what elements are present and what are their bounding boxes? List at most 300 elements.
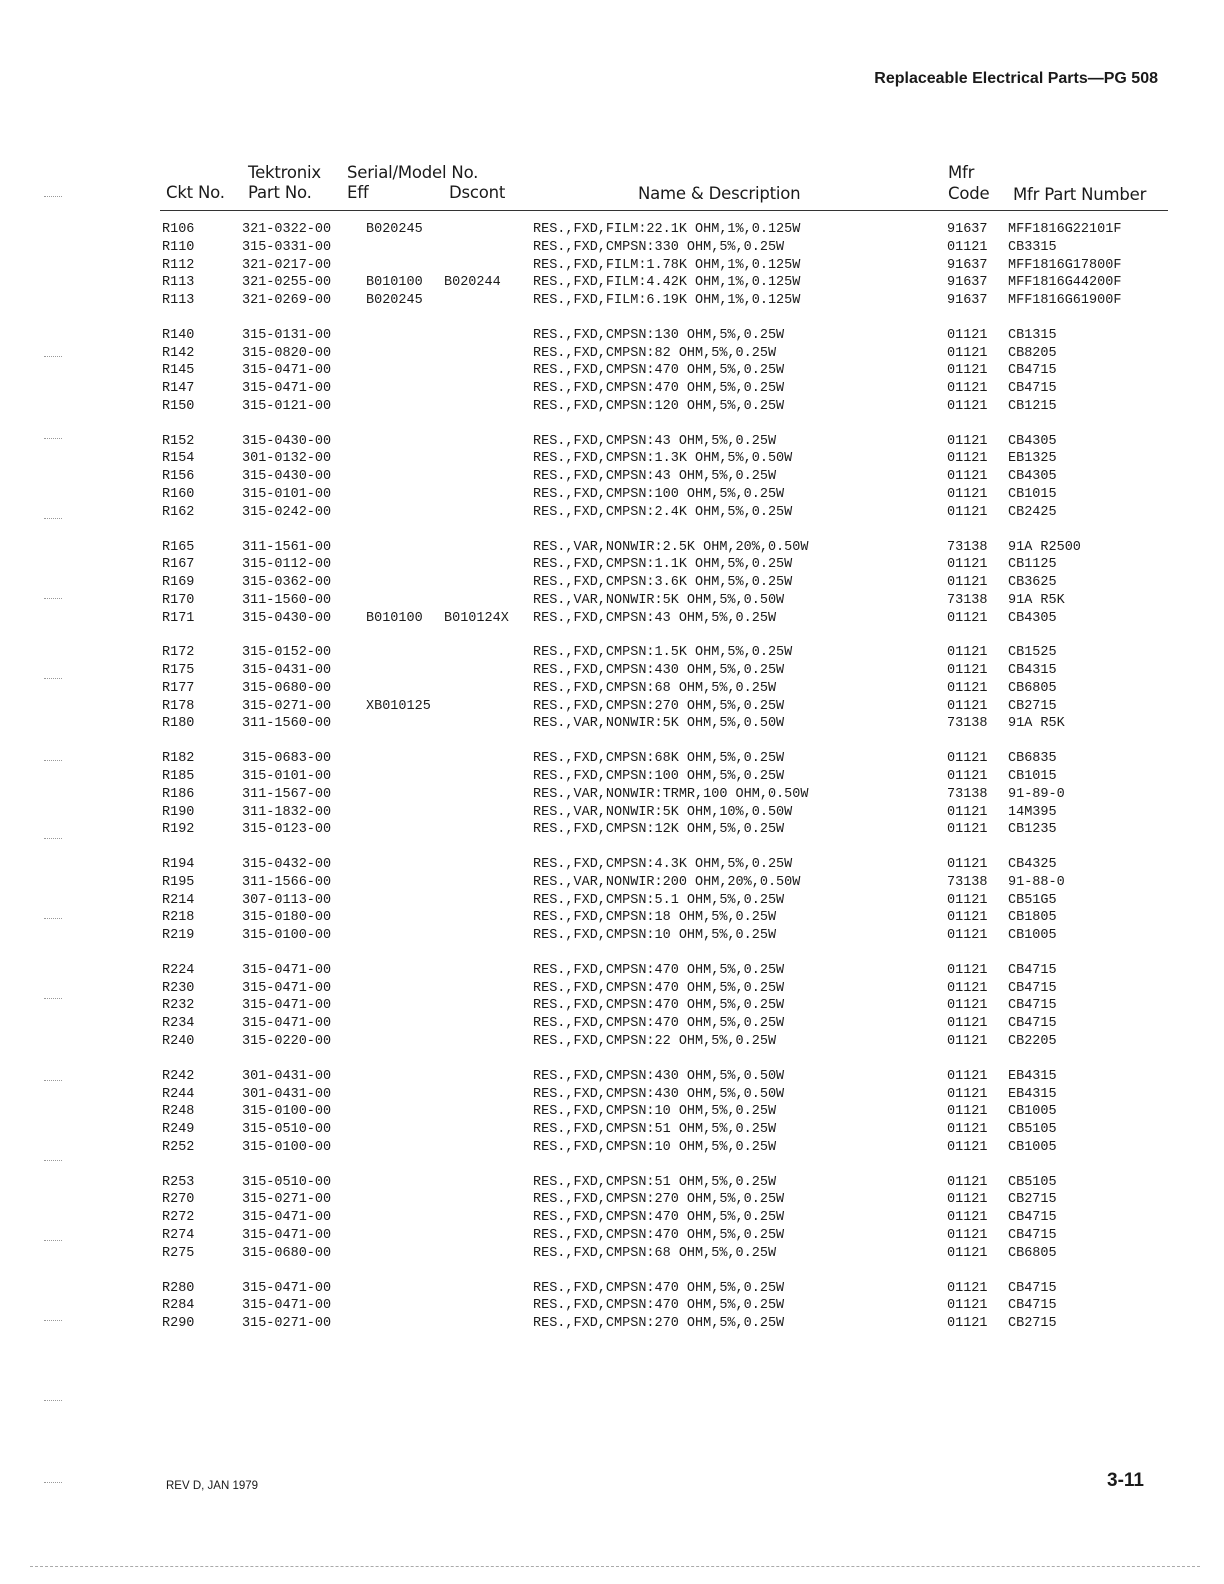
table-row [0, 1280, 1224, 1298]
cell-mfr-code: 91637 [947, 275, 988, 291]
cell-mfr-code: 01121 [947, 398, 988, 414]
cell-name-description: RES.,FXD,CMPSN:470 OHM,5%,0.25W [533, 1280, 785, 1296]
cell-part-no: 311-1560-00 [242, 716, 332, 732]
footer-revision: REV D, JAN 1979 [166, 1480, 259, 1492]
cell-mfr-code: 01121 [947, 1245, 988, 1261]
cell-part-no: 315-0820-00 [242, 345, 332, 361]
cell-part-no: 315-0152-00 [242, 645, 332, 661]
table-row [0, 909, 1224, 927]
cell-ckt-no: R190 [162, 804, 195, 820]
cell-part-no: 315-0101-00 [242, 486, 332, 502]
cell-mfr-code: 01121 [947, 327, 988, 343]
cell-mfr-code: 01121 [947, 751, 988, 767]
table-row [0, 610, 1224, 628]
cell-name-description: RES.,FXD,CMPSN:1.5K OHM,5%,0.25W [533, 645, 793, 661]
cell-serial-dscont: B010124X [444, 610, 509, 626]
cell-mfr-part-number: 91-88-0 [1008, 874, 1065, 890]
cell-ckt-no: R167 [162, 557, 195, 573]
cell-ckt-no: R253 [162, 1174, 195, 1190]
cell-part-no: 311-1561-00 [242, 539, 332, 555]
cell-ckt-no: R169 [162, 575, 195, 591]
table-row [0, 486, 1224, 504]
cell-name-description: RES.,FXD,CMPSN:4.3K OHM,5%,0.25W [533, 857, 793, 873]
cell-part-no: 307-0113-00 [242, 892, 332, 908]
table-row [0, 874, 1224, 892]
cell-mfr-code: 01121 [947, 1139, 988, 1155]
cell-mfr-code: 01121 [947, 433, 988, 449]
table-row [0, 327, 1224, 345]
cell-mfr-part-number: CB2715 [1008, 1316, 1057, 1331]
cell-mfr-code: 01121 [947, 1174, 988, 1190]
cell-ckt-no: R224 [162, 962, 195, 978]
cell-ckt-no: R248 [162, 1104, 195, 1120]
cell-name-description: RES.,FXD,CMPSN:5.1 OHM,5%,0.25W [533, 892, 785, 908]
table-row [0, 221, 1224, 239]
cell-mfr-code: 01121 [947, 857, 988, 873]
cell-ckt-no: R214 [162, 892, 195, 908]
cell-mfr-code: 01121 [947, 1227, 988, 1243]
cell-name-description: RES.,FXD,CMPSN:1.1K OHM,5%,0.25W [533, 557, 793, 573]
cell-mfr-part-number: EB4315 [1008, 1068, 1057, 1084]
cell-ckt-no: R275 [162, 1245, 195, 1261]
cell-name-description: RES.,FXD,FILM:4.42K OHM,1%,0.125W [533, 275, 801, 291]
cell-ckt-no: R244 [162, 1086, 195, 1102]
cell-ckt-no: R154 [162, 451, 195, 467]
table-row [0, 997, 1224, 1015]
cell-mfr-part-number: CB2715 [1008, 1192, 1057, 1208]
cell-ckt-no: R110 [162, 239, 195, 255]
cell-mfr-part-number: CB1005 [1008, 1104, 1057, 1120]
table-row [0, 468, 1224, 486]
cell-part-no: 321-0322-00 [242, 222, 332, 237]
table-row [0, 1086, 1224, 1104]
cell-part-no: 315-0271-00 [242, 1316, 332, 1331]
cell-part-no: 301-0132-00 [242, 451, 332, 467]
cell-serial-eff: XB010125 [366, 698, 431, 714]
cell-mfr-part-number: MFF1816G22101F [1008, 222, 1122, 237]
cell-mfr-code: 01121 [947, 910, 988, 926]
cell-part-no: 315-0471-00 [242, 1210, 332, 1226]
cell-ckt-no: R182 [162, 751, 195, 767]
table-row [0, 1227, 1224, 1245]
cell-mfr-code: 01121 [947, 1316, 988, 1331]
column-header-name-description: Name & Description [638, 184, 801, 203]
cell-mfr-code: 01121 [947, 928, 988, 944]
table-row [0, 662, 1224, 680]
table-row [0, 980, 1224, 998]
cell-ckt-no: R234 [162, 1016, 195, 1032]
cell-mfr-code: 01121 [947, 486, 988, 502]
cell-mfr-part-number: CB4715 [1008, 1016, 1057, 1032]
cell-ckt-no: R218 [162, 910, 195, 926]
margin-mark [44, 598, 62, 599]
cell-mfr-part-number: CB3625 [1008, 575, 1057, 591]
margin-mark [44, 1240, 62, 1241]
cell-ckt-no: R172 [162, 645, 195, 661]
cell-mfr-part-number: CB4715 [1008, 980, 1057, 996]
cell-mfr-part-number: CB5105 [1008, 1174, 1057, 1190]
cell-part-no: 311-1566-00 [242, 874, 332, 890]
table-row [0, 644, 1224, 662]
cell-part-no: 315-0220-00 [242, 1033, 332, 1049]
cell-part-no: 315-0471-00 [242, 1016, 332, 1032]
cell-name-description: RES.,FXD,CMPSN:3.6K OHM,5%,0.25W [533, 575, 793, 591]
cell-name-description: RES.,FXD,CMPSN:330 OHM,5%,0.25W [533, 239, 785, 255]
cell-mfr-part-number: 91-89-0 [1008, 786, 1065, 802]
cell-mfr-code: 01121 [947, 822, 988, 838]
cell-mfr-part-number: CB4315 [1008, 663, 1057, 679]
header-rule [160, 210, 1168, 211]
cell-mfr-part-number: CB4715 [1008, 1210, 1057, 1226]
cell-name-description: RES.,FXD,CMPSN:100 OHM,5%,0.25W [533, 769, 785, 784]
cell-name-description: RES.,FXD,CMPSN:43 OHM,5%,0.25W [533, 433, 777, 449]
cell-part-no: 315-0471-00 [242, 1280, 332, 1296]
table-row [0, 380, 1224, 398]
table-row [0, 362, 1224, 380]
table-row [0, 1068, 1224, 1086]
cell-part-no: 311-1832-00 [242, 804, 332, 820]
cell-name-description: RES.,FXD,CMPSN:43 OHM,5%,0.25W [533, 469, 777, 485]
cell-mfr-part-number: CB4715 [1008, 363, 1057, 379]
cell-part-no: 315-0680-00 [242, 1245, 332, 1261]
cell-mfr-part-number: CB1805 [1008, 910, 1057, 926]
cell-ckt-no: R150 [162, 398, 195, 414]
cell-mfr-code: 01121 [947, 469, 988, 485]
cell-name-description: RES.,FXD,CMPSN:22 OHM,5%,0.25W [533, 1033, 777, 1049]
cell-mfr-code: 01121 [947, 451, 988, 467]
cell-part-no: 315-0471-00 [242, 381, 332, 397]
cell-ckt-no: R290 [162, 1316, 195, 1331]
cell-mfr-code: 01121 [947, 1016, 988, 1032]
table-row [0, 239, 1224, 257]
column-header-eff: Eff [347, 183, 369, 202]
cell-mfr-part-number: EB1325 [1008, 451, 1057, 467]
cell-ckt-no: R284 [162, 1298, 195, 1314]
table-row [0, 398, 1224, 416]
cell-ckt-no: R175 [162, 663, 195, 679]
cell-mfr-code: 01121 [947, 998, 988, 1014]
table-row [0, 1174, 1224, 1192]
margin-mark [44, 438, 62, 439]
cell-mfr-part-number: CB2425 [1008, 504, 1057, 520]
column-header-dscont: Dscont [449, 183, 506, 202]
cell-name-description: RES.,FXD,CMPSN:470 OHM,5%,0.25W [533, 998, 785, 1014]
table-row [0, 768, 1224, 786]
cell-name-description: RES.,VAR,NONWIR:200 OHM,20%,0.50W [533, 874, 801, 890]
column-header-tektronix: Tektronix [248, 163, 321, 182]
cell-mfr-code: 01121 [947, 1122, 988, 1138]
cell-mfr-part-number: CB1215 [1008, 398, 1057, 414]
cell-mfr-part-number: 91A R2500 [1008, 539, 1081, 555]
cell-part-no: 315-0101-00 [242, 769, 332, 784]
cell-name-description: RES.,FXD,CMPSN:270 OHM,5%,0.25W [533, 698, 785, 714]
cell-mfr-code: 91637 [947, 222, 988, 237]
cell-serial-eff: B010100 [366, 275, 423, 291]
cell-mfr-part-number: CB4715 [1008, 1227, 1057, 1243]
cell-mfr-part-number: CB8205 [1008, 345, 1057, 361]
table-row [0, 1245, 1224, 1263]
cell-part-no: 315-0180-00 [242, 910, 332, 926]
cell-mfr-code: 73138 [947, 874, 988, 890]
cell-mfr-code: 01121 [947, 980, 988, 996]
cell-mfr-part-number: CB1005 [1008, 1139, 1057, 1155]
cell-mfr-part-number: CB6805 [1008, 680, 1057, 696]
cell-mfr-code: 01121 [947, 610, 988, 626]
cell-mfr-part-number: CB6805 [1008, 1245, 1057, 1261]
cell-mfr-code: 01121 [947, 680, 988, 696]
cell-ckt-no: R232 [162, 998, 195, 1014]
cell-part-no: 315-0331-00 [242, 239, 332, 255]
cell-part-no: 315-0432-00 [242, 857, 332, 873]
cell-part-no: 315-0123-00 [242, 822, 332, 838]
cell-ckt-no: R147 [162, 381, 195, 397]
margin-mark [44, 1080, 62, 1081]
cell-ckt-no: R113 [162, 293, 195, 308]
table-row [0, 1209, 1224, 1227]
table-row [0, 1015, 1224, 1033]
cell-name-description: RES.,VAR,NONWIR:2.5K OHM,20%,0.50W [533, 539, 809, 555]
column-header-part-no: Part No. [248, 183, 312, 202]
cell-mfr-code: 01121 [947, 645, 988, 661]
table-row [0, 274, 1224, 292]
margin-mark [44, 518, 62, 519]
cell-ckt-no: R145 [162, 363, 195, 379]
cell-part-no: 315-0471-00 [242, 363, 332, 379]
cell-part-no: 315-0680-00 [242, 680, 332, 696]
cell-mfr-code: 73138 [947, 592, 988, 608]
cell-mfr-part-number: CB1015 [1008, 486, 1057, 502]
cell-mfr-code: 01121 [947, 1104, 988, 1120]
cell-mfr-part-number: CB1015 [1008, 769, 1057, 784]
cell-part-no: 315-0131-00 [242, 327, 332, 343]
margin-mark [44, 918, 62, 919]
cell-mfr-part-number: CB4715 [1008, 381, 1057, 397]
cell-serial-dscont: B020244 [444, 275, 501, 291]
cell-name-description: RES.,FXD,CMPSN:270 OHM,5%,0.25W [533, 1316, 785, 1331]
cell-name-description: RES.,FXD,FILM:22.1K OHM,1%,0.125W [533, 222, 801, 237]
cell-name-description: RES.,FXD,CMPSN:470 OHM,5%,0.25W [533, 363, 785, 379]
cell-part-no: 315-0430-00 [242, 469, 332, 485]
cell-mfr-part-number: CB4305 [1008, 433, 1057, 449]
cell-mfr-part-number: CB1125 [1008, 557, 1057, 573]
cell-part-no: 315-0430-00 [242, 610, 332, 626]
table-row [0, 539, 1224, 557]
cell-ckt-no: R177 [162, 680, 195, 696]
column-header-ckt-no: Ckt No. [166, 183, 225, 202]
cell-mfr-code: 73138 [947, 716, 988, 732]
page-header-title: Replaceable Electrical Parts—PG 508 [874, 70, 1158, 87]
cell-part-no: 315-0510-00 [242, 1122, 332, 1138]
cell-name-description: RES.,FXD,CMPSN:51 OHM,5%,0.25W [533, 1122, 777, 1138]
table-row [0, 1103, 1224, 1121]
margin-mark [44, 196, 62, 197]
cell-ckt-no: R280 [162, 1280, 195, 1296]
cell-ckt-no: R274 [162, 1227, 195, 1243]
margin-mark [44, 1482, 62, 1483]
cell-ckt-no: R194 [162, 857, 195, 873]
cell-name-description: RES.,FXD,CMPSN:43 OHM,5%,0.25W [533, 610, 777, 626]
cell-mfr-code: 01121 [947, 698, 988, 714]
cell-ckt-no: R156 [162, 469, 195, 485]
cell-name-description: RES.,FXD,CMPSN:430 OHM,5%,0.50W [533, 1068, 785, 1084]
table-row [0, 1033, 1224, 1051]
cell-name-description: RES.,FXD,CMPSN:68K OHM,5%,0.25W [533, 751, 785, 767]
cell-mfr-part-number: CB2715 [1008, 698, 1057, 714]
table-row [0, 345, 1224, 363]
cell-mfr-part-number: CB4305 [1008, 469, 1057, 485]
cell-part-no: 315-0100-00 [242, 1139, 332, 1155]
cell-part-no: 311-1567-00 [242, 786, 332, 802]
cell-ckt-no: R185 [162, 769, 195, 784]
cell-mfr-code: 01121 [947, 1210, 988, 1226]
cell-part-no: 315-0362-00 [242, 575, 332, 591]
table-row [0, 680, 1224, 698]
column-header-serial-model: Serial/Model No. [347, 163, 479, 182]
cell-name-description: RES.,FXD,FILM:6.19K OHM,1%,0.125W [533, 293, 801, 308]
table-row [0, 1297, 1224, 1315]
cell-ckt-no: R180 [162, 716, 195, 732]
cell-mfr-code: 01121 [947, 804, 988, 820]
cell-name-description: RES.,FXD,CMPSN:470 OHM,5%,0.25W [533, 1298, 785, 1314]
cell-ckt-no: R195 [162, 874, 195, 890]
cell-name-description: RES.,FXD,CMPSN:10 OHM,5%,0.25W [533, 1104, 777, 1120]
margin-mark [44, 1400, 62, 1401]
cell-mfr-code: 91637 [947, 257, 988, 273]
table-row [0, 698, 1224, 716]
cell-ckt-no: R272 [162, 1210, 195, 1226]
cell-mfr-code: 01121 [947, 962, 988, 978]
cell-ckt-no: R152 [162, 433, 195, 449]
cell-part-no: 301-0431-00 [242, 1086, 332, 1102]
cell-mfr-code: 01121 [947, 557, 988, 573]
cell-name-description: RES.,FXD,CMPSN:470 OHM,5%,0.25W [533, 381, 785, 397]
margin-mark [44, 1160, 62, 1161]
margin-mark [44, 1320, 62, 1321]
cell-name-description: RES.,FXD,CMPSN:82 OHM,5%,0.25W [533, 345, 777, 361]
table-row [0, 892, 1224, 910]
table-row [0, 450, 1224, 468]
cell-mfr-part-number: CB2205 [1008, 1033, 1057, 1049]
cell-ckt-no: R242 [162, 1068, 195, 1084]
margin-mark [44, 838, 62, 839]
cell-serial-eff: B020245 [366, 293, 423, 308]
cell-name-description: RES.,VAR,NONWIR:5K OHM,5%,0.50W [533, 716, 785, 732]
cell-name-description: RES.,VAR,NONWIR:TRMR,100 OHM,0.50W [533, 786, 809, 802]
cell-part-no: 315-0683-00 [242, 751, 332, 767]
cell-mfr-code: 91637 [947, 293, 988, 308]
cell-mfr-part-number: 91A R5K [1008, 592, 1065, 608]
cell-part-no: 315-0271-00 [242, 1192, 332, 1208]
cell-part-no: 321-0217-00 [242, 257, 332, 273]
table-row [0, 556, 1224, 574]
cell-mfr-code: 01121 [947, 363, 988, 379]
cell-name-description: RES.,FXD,CMPSN:120 OHM,5%,0.25W [533, 398, 785, 414]
cell-ckt-no: R171 [162, 610, 195, 626]
cell-serial-eff: B010100 [366, 610, 423, 626]
cell-mfr-part-number: CB1005 [1008, 928, 1057, 944]
cell-ckt-no: R186 [162, 786, 195, 802]
cell-name-description: RES.,FXD,CMPSN:430 OHM,5%,0.50W [533, 1086, 785, 1102]
cell-name-description: RES.,FXD,CMPSN:470 OHM,5%,0.25W [533, 1016, 785, 1032]
cell-name-description: RES.,FXD,CMPSN:130 OHM,5%,0.25W [533, 327, 785, 343]
cell-mfr-code: 01121 [947, 1298, 988, 1314]
column-header-mfr: Mfr [948, 163, 975, 182]
cell-mfr-part-number: CB5105 [1008, 1122, 1057, 1138]
cell-ckt-no: R113 [162, 275, 195, 291]
cell-ckt-no: R106 [162, 222, 195, 237]
table-row [0, 804, 1224, 822]
cell-mfr-part-number: MFF1816G61900F [1008, 293, 1122, 308]
cell-name-description: RES.,FXD,CMPSN:18 OHM,5%,0.25W [533, 910, 777, 926]
margin-mark [44, 678, 62, 679]
cell-mfr-part-number: CB51G5 [1008, 892, 1057, 908]
cell-mfr-part-number: CB4715 [1008, 962, 1057, 978]
table-row [0, 433, 1224, 451]
cell-part-no: 315-0471-00 [242, 1298, 332, 1314]
cell-part-no: 315-0100-00 [242, 1104, 332, 1120]
cell-mfr-part-number: EB4315 [1008, 1086, 1057, 1102]
table-row [0, 292, 1224, 310]
cell-ckt-no: R252 [162, 1139, 195, 1155]
cell-name-description: RES.,FXD,CMPSN:470 OHM,5%,0.25W [533, 962, 785, 978]
cell-ckt-no: R142 [162, 345, 195, 361]
cell-mfr-code: 01121 [947, 1033, 988, 1049]
cell-ckt-no: R178 [162, 698, 195, 714]
cell-part-no: 315-0471-00 [242, 1227, 332, 1243]
cell-name-description: RES.,VAR,NONWIR:5K OHM,5%,0.50W [533, 592, 785, 608]
cell-ckt-no: R140 [162, 327, 195, 343]
cell-mfr-part-number: MFF1816G44200F [1008, 275, 1122, 291]
cell-mfr-code: 01121 [947, 1086, 988, 1102]
cell-mfr-code: 73138 [947, 539, 988, 555]
cell-ckt-no: R249 [162, 1122, 195, 1138]
cell-ckt-no: R270 [162, 1192, 195, 1208]
cell-part-no: 321-0255-00 [242, 275, 332, 291]
cell-name-description: RES.,VAR,NONWIR:5K OHM,10%,0.50W [533, 804, 793, 820]
cell-ckt-no: R230 [162, 980, 195, 996]
cell-serial-eff: B020245 [366, 222, 423, 237]
cell-part-no: 311-1560-00 [242, 592, 332, 608]
cell-mfr-code: 01121 [947, 1280, 988, 1296]
cell-ckt-no: R112 [162, 257, 195, 273]
cell-mfr-part-number: CB3315 [1008, 239, 1057, 255]
cell-name-description: RES.,FXD,CMPSN:68 OHM,5%,0.25W [533, 680, 777, 696]
table-row [0, 750, 1224, 768]
margin-mark [44, 760, 62, 761]
cell-part-no: 315-0471-00 [242, 998, 332, 1014]
cell-mfr-code: 01121 [947, 769, 988, 784]
cell-name-description: RES.,FXD,CMPSN:68 OHM,5%,0.25W [533, 1245, 777, 1261]
table-row [0, 786, 1224, 804]
cell-part-no: 315-0471-00 [242, 962, 332, 978]
cell-mfr-part-number: CB4715 [1008, 998, 1057, 1014]
cell-part-no: 315-0430-00 [242, 433, 332, 449]
cell-mfr-code: 01121 [947, 345, 988, 361]
table-row [0, 821, 1224, 839]
table-row [0, 927, 1224, 945]
cell-mfr-part-number: MFF1816G17800F [1008, 257, 1122, 273]
cell-ckt-no: R240 [162, 1033, 195, 1049]
table-row [0, 962, 1224, 980]
cell-mfr-code: 01121 [947, 381, 988, 397]
cell-name-description: RES.,FXD,CMPSN:470 OHM,5%,0.25W [533, 980, 785, 996]
cell-name-description: RES.,FXD,CMPSN:2.4K OHM,5%,0.25W [533, 504, 793, 520]
cell-name-description: RES.,FXD,CMPSN:10 OHM,5%,0.25W [533, 928, 777, 944]
cell-mfr-code: 01121 [947, 663, 988, 679]
cell-name-description: RES.,FXD,CMPSN:430 OHM,5%,0.25W [533, 663, 785, 679]
cell-mfr-part-number: 14M395 [1008, 804, 1057, 820]
cell-part-no: 315-0242-00 [242, 504, 332, 520]
